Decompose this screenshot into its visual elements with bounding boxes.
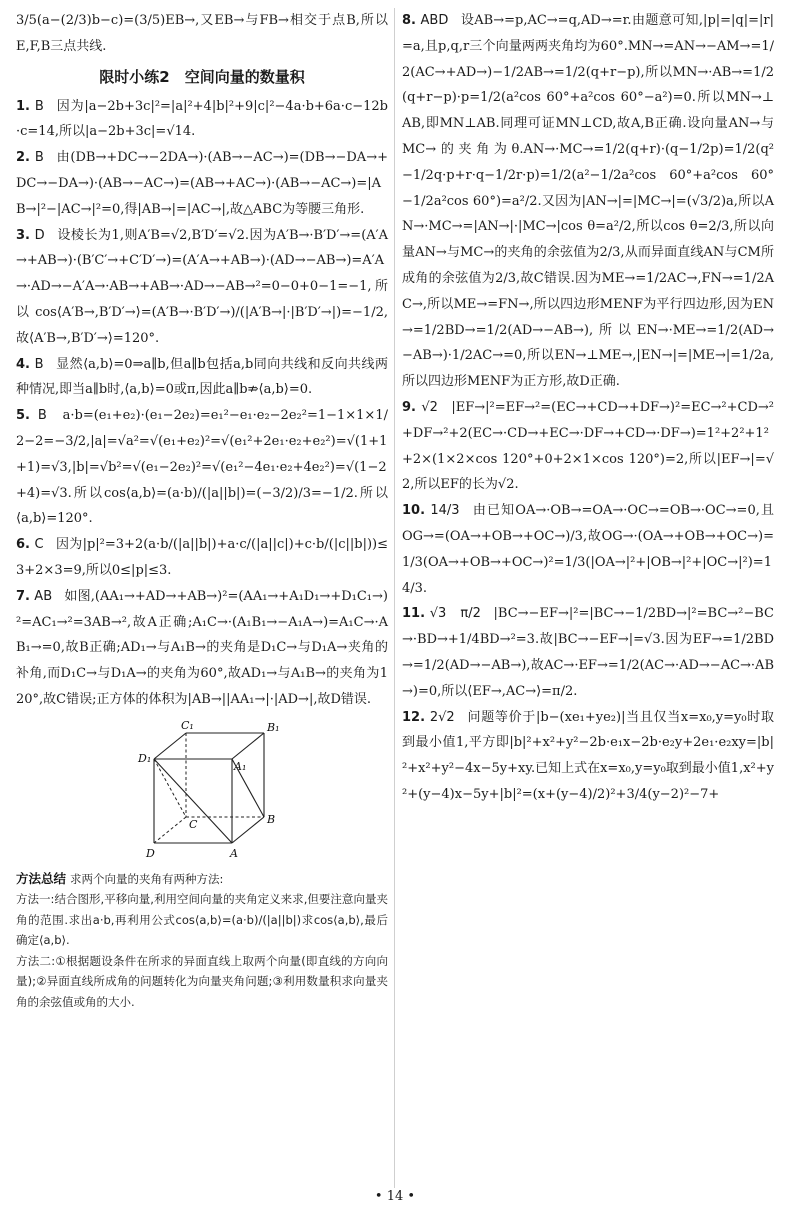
- answer-1: [16, 94, 388, 146]
- label-d: D: [146, 846, 155, 860]
- edge-b1-a1: [232, 733, 264, 759]
- answer-4: [16, 352, 388, 404]
- solution-text: 显然⟨a,b⟩=0⇒a∥b,但a∥b包括a,b同向共线和反向共线两种情况,即当a∥b时,⟨a,b⟩=0或π,因此a∥b⇏⟨a,b⟩=0.: [16, 356, 388, 398]
- answer-7: [16, 584, 388, 713]
- question-number: 1.: [16, 98, 30, 114]
- answer-11: [402, 601, 774, 704]
- question-number: 4.: [16, 356, 30, 372]
- answer-choice: B: [37, 408, 47, 424]
- answer-12: [402, 705, 774, 808]
- page-number: • 14 •: [374, 1189, 416, 1204]
- left-column: [16, 8, 388, 1012]
- answer-choice: AB: [34, 588, 53, 604]
- edge-c-d-hidden: [154, 817, 186, 843]
- answer-choice: 14/3: [430, 503, 460, 519]
- section-title: 限时小练2 空间向量的数量积: [99, 67, 305, 86]
- solution-text: 因为|a−2b+3c|²=|a|²+4|b|²+9|c|²−4a·b+6a·c−12b·c=14,所以|a−2b+3c|=√14.: [16, 98, 388, 140]
- question-number: 7.: [16, 588, 30, 604]
- question-number: 2.: [16, 150, 30, 166]
- label-a1: A₁: [234, 759, 247, 773]
- answer-choice: B: [34, 98, 44, 114]
- question-number: 5.: [16, 408, 30, 424]
- answer-choice: √2: [421, 399, 438, 415]
- answer-choice: 2√2: [429, 709, 455, 725]
- answer-8: [402, 8, 774, 395]
- answer-choice: √3 π/2: [429, 606, 481, 622]
- solution-text: 如图,(AA₁→+AD→+AB→)²=(AA₁→+A₁D₁→+D₁C₁→)²=AC₁→²=3AB→²,故A正确;A₁C→·(A₁B₁→−A₁A→)=A₁C→·AB₁→=0,故B正确;AD₁→与A₁B→的夹角是D₁C→与D₁A→夹角的补角,而D₁C→与D₁A→的夹角为60°,故AD₁→与A₁B→的夹角为120°,故C错误;正方体的体积为|AB→||AA₁→|·|AD→|,故D错误.: [16, 588, 388, 707]
- cube-figure: [134, 719, 294, 863]
- solution-text: |BC→−EF→|²=|BC→−1/2BD→|²=BC→²−BC→·BD→+1/4BD→²=3.故|BC→−EF→|=√3.因为EF→=1/2BD→=1/2(AD→−AB→),故AC→·EF→=1/2(AC→·AD→−AC→·AB→)=0,所以⟨EF→,AC→⟩=π/2.: [402, 606, 774, 699]
- answer-choice: D: [34, 227, 45, 243]
- edge-b-a: [232, 817, 264, 843]
- answer-10: [402, 498, 774, 601]
- answer-6: [16, 532, 388, 584]
- cube-diagram: [134, 719, 294, 863]
- answer-9: [402, 395, 774, 498]
- solution-text: 因为|p|²=3+2(a·b/(|a||b|)+a·c/(|a||c|)+c·b/(|c||b|))≤3+2×3=9,所以0≤|p|≤3.: [16, 537, 388, 578]
- label-a: A: [230, 846, 238, 860]
- solution-text: 由(DB→+DC→−2DA→)·(AB→−AC→)=(DB→−DA→+DC→−DA→)·(AB→−AC→)=(AB→+AC→)·(AB→−AC→)=|AB→|²−|AC→|²=0,得|AB→|=|AC→|,故△ABC为等腰三角形.: [16, 150, 388, 217]
- answer-choice: C: [34, 537, 44, 553]
- summary-lead: [16, 869, 388, 890]
- method-summary: [16, 869, 388, 1013]
- column-divider: [394, 8, 395, 1188]
- question-number: 3.: [16, 227, 30, 243]
- answer-5: [16, 403, 388, 532]
- summary-lead-text: 求两个向量的夹角有两种方法:: [70, 871, 224, 886]
- summary-method-2: 方法二:①根据题设条件在所求的异面直线上取两个向量(即直线的方向向量);②异面直线所成角的问题转化为向量夹角问题;③利用数量积求向量夹角的余弦值或角的大小.: [16, 953, 388, 1009]
- answer-choice: B: [34, 150, 44, 166]
- edge-d1-c1: [154, 733, 186, 759]
- question-number: 8.: [402, 13, 416, 28]
- solution-text: 由已知OA→·OB→=OA→·OC→=OB→·OC→=0,且OG→=(OA→+OB→+OC→)/3,故OG→·(OA→+OB→+OC→)=1/3(OA→+OB→+OC→)²=1/3(|OA→|²+|OB→|²+|OC→|²)=14/3.: [402, 503, 774, 596]
- solution-text: 问题等价于|b−(xe₁+ye₂)|当且仅当x=x₀,y=y₀时取到最小值1,平方即|b|²+x²+y²−2b·e₁x−2b·e₂y+2e₁·e₂xy=|b|²+x²+y²−4x−5y+xy.已知上式在x=x₀,y=y₀取到最小值1,x²+y²+(y−4)x−5y+|b|²=(x+(y−4)/2)²+3/4(y−2)²−7+: [402, 709, 774, 802]
- label-d1: D₁: [138, 751, 152, 765]
- question-number: 6.: [16, 537, 30, 553]
- solution-text: 设棱长为1,则A′B=√2,B′D′=√2.因为A′B→·B′D′→=(A′A→+AB→)·(B′C′→+C′D′→)=(A′A→+AB→)·(AD→−AB→)=A′A→·AD→−A′A→·AB→+AB→·AD→−AB→²=0−0+0−1=−1,所以cos⟨A′B→,B′D′→⟩=(A′B→·B′D′→)/(|A′B→|·|B′D′→|)=−1/2,故⟨A′B→,B′D′→⟩=120°.: [16, 227, 389, 346]
- question-number: 12.: [402, 709, 426, 725]
- answer-choice: ABD: [420, 13, 449, 28]
- label-b: B: [267, 812, 276, 826]
- solution-text: |EF→|²=EF→²=(EC→+CD→+DF→)²=EC→²+CD→²+DF→²+2(EC→·CD→+EC→·DF→+CD→·DF→)=1²+2²+1²+2×(1×2×cos 120°+0+2×1×cos 120°)=2,所以|EF→|=√2,所以EF的长为√2.: [402, 399, 774, 493]
- label-c1: C₁: [181, 718, 194, 732]
- right-column: [402, 8, 774, 808]
- answer-2: [16, 145, 388, 222]
- solution-text: a·b=(e₁+e₂)·(e₁−2e₂)=e₁²−e₁·e₂−2e₂²=1−1×1×1/2−2=−3/2,|a|=√a²=√(e₁+e₂)²=√(e₁²+2e₁·e₂+e₂²)=√(1+1+1)=√3,|b|=√b²=√(e₁−2e₂)²=√(e₁²−4e₁·e₂+4e₂²)=√(1−2+4)=√3.所以cos⟨a,b⟩=(a·b)/(|a||b|)=(−3/2)/3=−1/2.所以⟨a,b⟩=120°.: [16, 408, 388, 527]
- intro-text: 3/5(a−(2/3)b−c)=(3/5)EB→,又EB→与FB→相交于点B,所以E,F,B三点共线.: [16, 13, 388, 54]
- summary-method-1: 方法一:结合图形,平移向量,利用空间向量的夹角定义来求,但要注意向量夹角的范围.求出a·b,再利用公式cos⟨a,b⟩=(a·b)/(|a||b|)求cos⟨a,b⟩,最后确定⟨a,b⟩.: [16, 892, 388, 948]
- question-number: 11.: [402, 606, 426, 622]
- label-c: C: [189, 817, 198, 831]
- label-b1: B₁: [267, 720, 280, 734]
- answer-choice: B: [34, 356, 44, 372]
- solution-text: 设AB→=p,AC→=q,AD→=r.由题意可知,|p|=|q|=|r|=a,且p,q,r三个向量两两夹角均为60°.MN→=AN→−AM→=1/2(AC→+AD→)−1/2AB→=1/2(q+r−p),所以MN→·AB→=1/2(q+r−p)·p=1/2(a²cos 60°+a²cos 60°−a²)=0.所以MN→⊥AB,即MN⊥AB.同理可证MN⊥CD,故A,B正确.设向量AN→与MC→的夹角为θ.AN→·MC→=1/2(q+r)·(q−1/2p)=1/2(q²−1/2q·p+r·q−1/2r·p)=1/2(a²−1/2a²cos 60°+a²cos 60°−1/2a²cos 60°)=a²/2.又因为|AN→|=|MC→|=(√3/2)a,所以AN→·MC→=|AN→|·|MC→|cos θ=a²/2,所以cos θ=2/3,所以向量AN→与MC→的夹角的余弦值为2/3,从而异面直线AN与CM所成角的余弦值为2/3,故C错误.因为ME→=1/2AC→,FN→=1/2AC→,所以ME→=FN→,所以四边形MENF为平行四边形,因为EN→=1/2BD→=1/2(AD→−AB→),所以EN→·ME→=1/2(AD→−AB→)·1/2AC→=0,所以EN→⊥ME→,|EN→|=|ME→|=1/2a,所以四边形MENF为正方形,故D正确.: [402, 13, 774, 390]
- question-number: 10.: [402, 503, 426, 519]
- answer-3: [16, 223, 388, 352]
- summary-tag: 方法总结: [16, 870, 67, 886]
- question-number: 9.: [402, 399, 416, 415]
